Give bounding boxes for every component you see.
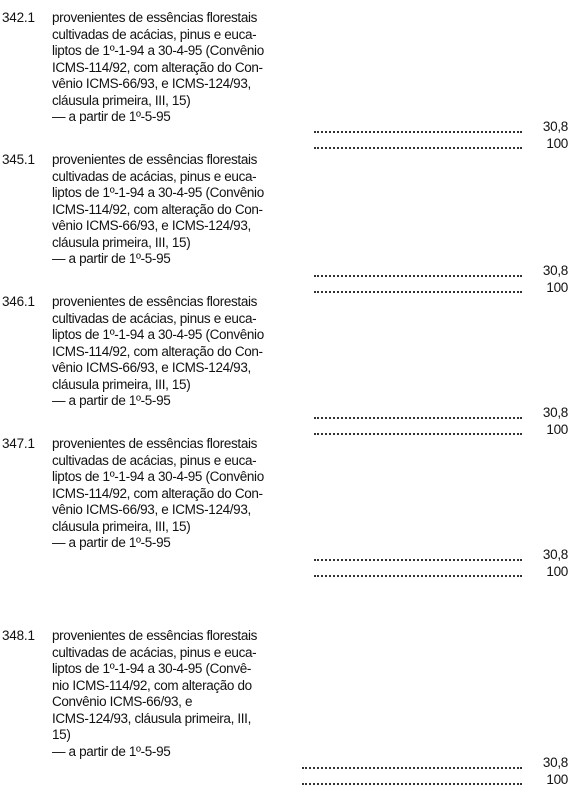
entry-number: 348.1 [2,628,35,643]
rate-value: 30,8 [542,547,568,562]
dot-leader [314,265,522,277]
entry-line: cláusula primeira, III, 15) [52,234,191,250]
total-value: 100 [546,136,568,151]
entry-line: — a partir de 1º-5-95 [52,251,171,266]
entry-line: provenientes de essências florestais [52,10,258,25]
entry-line: Convênio ICMS-66/93, e [52,694,193,709]
entry-number: 346.1 [2,294,35,309]
total-value: 100 [546,422,568,437]
total-value: 100 [546,772,568,787]
entry-line: cultivadas de acácias, pinus e euca- [52,644,257,660]
entry-number: 347.1 [2,436,35,451]
dot-leader [302,757,522,769]
entry-line: cultivadas de acácias, pinus e euca- [52,26,257,42]
entry-description [52,436,304,552]
rate-value: 30,8 [542,263,568,278]
entry-line: provenientes de essências florestais [52,436,258,451]
entry-line: liptos de 1º-1-94 a 30-4-95 (Convênio [52,327,264,342]
entry-line: cláusula primeira, III, 15) [52,92,191,108]
dot-leader [302,773,522,785]
entry-line: liptos de 1º-1-94 a 30-4-95 (Convênio [52,469,264,484]
entry-line: vênio ICMS-66/93, e ICMS-124/93, [52,218,251,233]
total-value: 100 [546,564,568,579]
entry-line: — a partir de 1º-5-95 [52,393,171,408]
entry-line: cultivadas de acácias, pinus e euca- [52,452,257,468]
entry-line: vênio ICMS-66/93, e ICMS-124/93, [52,360,251,375]
entry-line: ICMS-124/93, cláusula primeira, III, [52,710,251,726]
entry-line: provenientes de essências florestais [52,628,258,643]
entry-line: liptos de 1º-1-94 a 30-4-95 (Convênio [52,185,264,200]
entry-line: liptos de 1º-1-94 a 30-4-95 (Convê- [52,661,252,676]
entry-line: cláusula primeira, III, 15) [52,376,191,392]
entry-description [52,294,304,410]
entry-line: ICMS-114/92, com alteração do Con- [52,59,263,75]
dot-leader [314,121,522,133]
entry-description [52,628,304,760]
entry-line: nio ICMS-114/92, com alteração do [52,677,252,693]
dot-leader [314,565,522,577]
entry-line: vênio ICMS-66/93, e ICMS-124/93, [52,502,251,517]
dot-leader [314,407,522,419]
entry-line: liptos de 1º-1-94 a 30-4-95 (Convênio [52,43,264,58]
entry-description [52,10,304,126]
total-value: 100 [546,280,568,295]
dot-leader [314,549,522,561]
entry-line: — a partir de 1º-5-95 [52,535,171,550]
entry-line: cultivadas de acácias, pinus e euca- [52,310,257,326]
entry-number: 342.1 [2,10,35,25]
entry-line: ICMS-114/92, com alteração do Con- [52,343,263,359]
dot-leader [314,423,522,435]
entry-line: provenientes de essências florestais [52,152,258,167]
entry-line: 15) [52,727,71,742]
entry-line: — a partir de 1º-5-95 [52,109,171,124]
dot-leader [314,137,522,149]
entry-description [52,152,304,268]
entry-number: 345.1 [2,152,35,167]
entry-line: — a partir de 1º-5-95 [52,743,171,759]
rate-value: 30,8 [542,119,568,134]
entry-line: ICMS-114/92, com alteração do Con- [52,485,263,501]
rate-value: 30,8 [542,405,568,420]
entry-line: cláusula primeira, III, 15) [52,518,191,534]
dot-leader [314,281,522,293]
entry-line: provenientes de essências florestais [52,294,258,309]
entry-line: vênio ICMS-66/93, e ICMS-124/93, [52,76,251,91]
entry-line: cultivadas de acácias, pinus e euca- [52,168,257,184]
entry-line: ICMS-114/92, com alteração do Con- [52,201,263,217]
rate-value: 30,8 [542,755,568,770]
